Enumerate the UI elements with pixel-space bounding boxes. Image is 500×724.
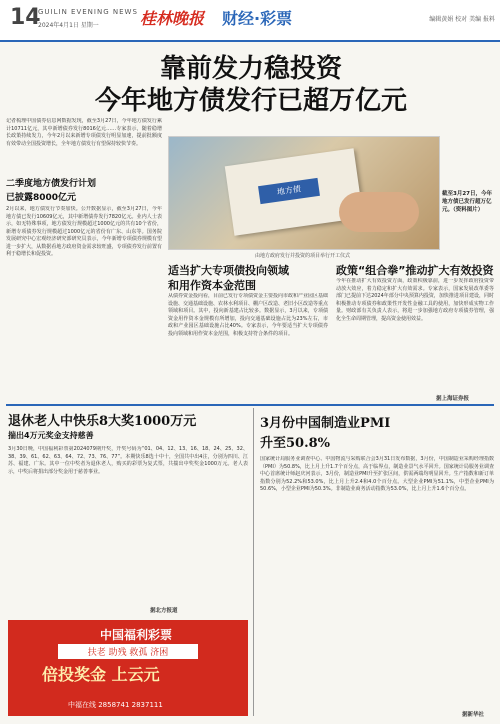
pmi-article: 国家统计局服务业调查中心、中国物流与采购联合会3月31日发布数据，3月份，中国制造业采购经理指数（PMI）为50.8%，比上月上升1.7个百分点，高于临界点，制造业景气水平回升。国家统计局服务业调查中心首席统计师赵庆河表示，3月份，制造业PMI升至扩张区间，供需两端均明显回升。生产指数和新订单指数分别为52.2%和53.0%，比上月上升2.4和4.0个百分点。大型企业PMI为51.1%，中型企业PMI为50.6%，小型企业PMI为50.3%。非制造业商务活动指数为53.0%，比上月上升1.6个百分点。 (260, 456, 494, 492)
main-headline-line2: 今年地方债发行已超万亿元 (94, 86, 407, 116)
article-column-3: 今年在推动扩大有效投资方面，政策积极靠前，进一步发挥政府投资带动放大效应，着力稳定和扩大有效需求。专家表示，国家发展改革委等部门已提前下达2024年部分中央预算内投资，加快推进项目建设，同时积极推动专项债券和政策性开发性金融工具的使用，加快形成实物工作量。财政部有关负责人表示，将进一步加强地方政府专项债券管理，强化全生命周期管理，提高资金使用效益。 (336, 278, 494, 322)
article-column-2: 从债券资金投向看，目前已发行专项债资金主要投向市政和产业园区基础设施、交通基础设施、农林水利项目、棚户区改造、老旧小区改造等重点领域和项目。其中，投向新基建占比较多。数据显示，3月以来，专项债资金用作资本金规模有所增加，投向交通基础设施占比为23%左右，市政和产业园区基础设施占比40%。专家表示，今年要适当扩大专项债券投向领域和用作资本金范围，积极支持符合条件的项目。 (168, 293, 328, 337)
ad-slogan: 扶老 助残 救孤 济困 (58, 644, 198, 659)
lead-paragraph: 记者梳理中国债券信息网数据发现，截至3月27日，今年地方债发行累计10711亿元，其中新增债券发行8016亿元……专家表示，随着稳增长政策持续发力，今年2月以来新增专项债发行明显加速，提前批额度有效带动全国投资增长，全年地方债发行有望保持较快节奏。 (6, 118, 162, 147)
pmi-headline-1: 3月份中国制造业PMI (260, 416, 391, 431)
right-title: 政策“组合拳”推动扩大有效投资 (336, 264, 494, 277)
newspaper-logo: 桂林晚报 (140, 9, 205, 28)
lottery-subhead: 揣出4万元奖金支持慈善 (8, 431, 94, 440)
pmi-reporter: 据新华社 (462, 712, 485, 718)
mid-title-2: 和用作资本金范围 (168, 279, 256, 292)
lottery-headline: 退休老人中快乐8大奖1000万元 (8, 414, 197, 429)
column-divider (253, 408, 254, 716)
page-header (0, 0, 500, 42)
editor-credits: 编辑黄娟 校对 美编 报料 (429, 16, 495, 23)
main-headline-line1: 靠前发力稳投资 (159, 54, 342, 84)
issue-date: 2024年4月1日 星期一 (38, 22, 99, 29)
hand-illustration (339, 192, 419, 232)
photo-credit: 由地方政府发行并投资的项目举行开工仪式 (255, 253, 351, 259)
subhead-2: 已披露8000亿元 (6, 193, 77, 203)
pmi-headline-2: 升至50.8% (260, 436, 331, 451)
mid-title-1: 适当扩大专项债投向领域 (168, 264, 289, 277)
news-photo (168, 136, 440, 250)
lottery-reporter: 据北方报道 (150, 608, 178, 614)
subhead-1: 二季度地方债发行计划 (6, 179, 97, 189)
ad-logo: 中国福利彩票 (100, 628, 173, 642)
reporter-top: 据上海证券报 (436, 396, 470, 402)
section-title: 财经·彩票 (222, 9, 293, 28)
photo-tag: 地方债 (258, 178, 320, 204)
lottery-article: 3月30日晚，中国福利彩票第2024079期开奖，开奖号码为“01、04、12、13、16、18、24、25、32、38、39、61、62、63、64、72、73、76、77”。本期快乐8选十中十，全国共中出4注，分别为四川、江苏、福建、广东。其中一位中奖者为退休老人，购买的彩票为复式票，共揣出中奖奖金1000万元。老人表示，中奖后将捐出部分奖金用于慈善事业。 (8, 446, 248, 475)
page-number: 14 (10, 5, 41, 30)
ad-phone: 中福在线 2858741 2837111 (68, 701, 163, 709)
publication-name: GUILIN EVENING NEWS (38, 8, 138, 16)
lottery-advertisement[interactable] (8, 620, 248, 716)
article-column-1: 2月以来，地方债发行节奏加快。公开数据显示，截至3月27日，今年地方债已发行10609亿元，其中新增债券发行7820亿元。业内人士表示，如无特殊事项，地方债发行规模超过1000亿元的共有10个省份，新增专项债券发行规模超过1000亿元的省份有广东、山东等。国务院发展研究中心宏观经济研究部研究员表示，今年新增专项债券规模有望进一步扩大，从数据看地方政府资金需求较旺盛，专项债券发行前置有利于稳增长和促投资。 (6, 206, 162, 257)
section-divider (6, 404, 494, 406)
photo-caption: 截至3月27日，今年地方债已发行超万亿元。（资料图片） (442, 191, 492, 213)
ad-headline: 倍投奖金 上云元 (42, 665, 160, 684)
